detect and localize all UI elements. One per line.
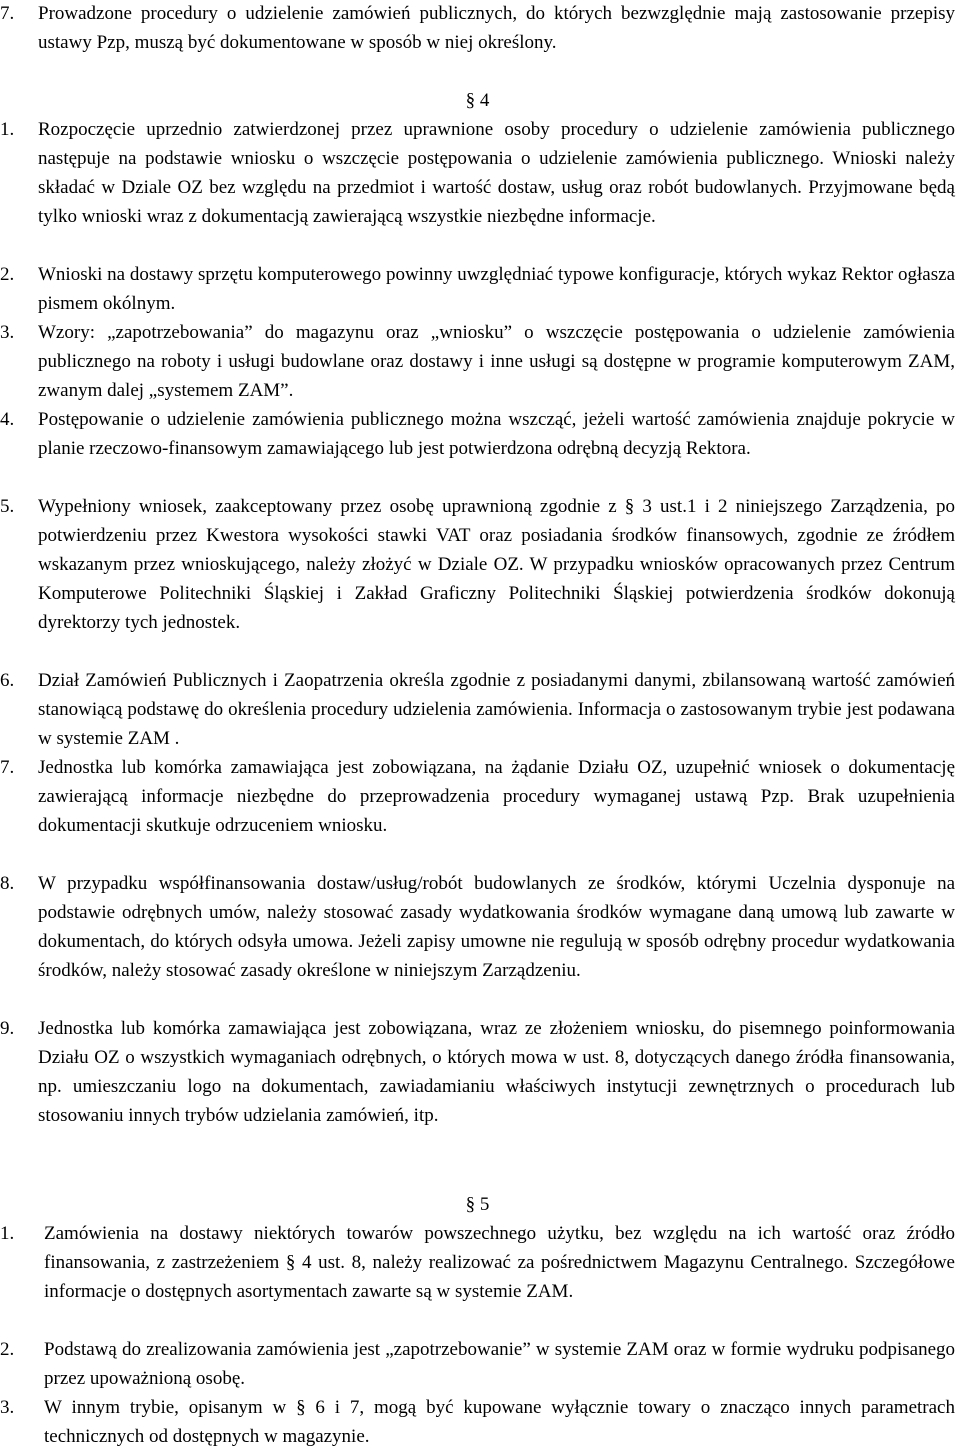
paragraph-text: Jednostka lub komórka zamawiająca jest zobowiązana, wraz ze złożeniem wniosku, do pisemnego poinformowania Działu OZ o wszystkich wymaganiach odrębnych, o których mowa w ust. 8, dotyczących danego źródła finansowania, np. umieszczaniu logo na dokumentach, zawiadamianiu właściwych instytucji zewnętrznych o procedurach lub stosowaniu innych trybów udzielania zamówień, itp. (38, 1018, 955, 1126)
paragraph-text: Jednostka lub komórka zamawiająca jest zobowiązana, na żądanie Działu OZ, uzupełnić wniosek o dokumentację zawierającą informacje niezbędne do przeprowadzenia procedury wymaganej ustawą Pzp. Brak uzupełnienia dokumentacji skutkuje odrzuceniem wniosku. (38, 757, 955, 836)
paragraph-text: Zamówienia na dostawy niektórych towarów powszechnego użytku, bez względu na ich wartość oraz źródło finansowania, z zastrzeżeniem § 4 ust. 8, należy realizować za pośrednictwem Magazynu Centralnego. Szczegółowe informacje o dostępnych asortymentach zawarte są w systemie ZAM. (44, 1223, 955, 1302)
paragraph-7-prev (0, 0, 955, 57)
paragraph-text: Dział Zamówień Publicznych i Zaopatrzenia określa zgodnie z posiadanymi danymi, zbilansowaną wartość zamówień stanowiącą podstawę do określenia procedury udzielenia zamówienia. Informacja o zastosowanym trybie jest podawana w systemie ZAM . (38, 670, 955, 749)
paragraph-text: W innym trybie, opisanym w § 6 i 7, mogą być kupowane wyłącznie towary o znacząco innych parametrach technicznych od dostępnych w magazynie. (44, 1397, 955, 1447)
paragraph-text: W przypadku współfinansowania dostaw/usług/robót budowlanych ze środków, którymi Uczelnia dysponuje na podstawie odrębnych umów, należy stosować zasady wydatkowania środków wymagane daną umową lub zawarte w dokumentach, do których odsyła umowa. Jeżeli zapisy umowne nie regulują w sposób odrębny procedur wydatkowania środków, należy stosować zasady określone w niniejszym Zarządzeniu. (38, 873, 955, 981)
s4-paragraph-6 (0, 666, 955, 753)
s4-paragraph-3 (0, 318, 955, 405)
paragraph-text: Wnioski na dostawy sprzętu komputerowego powinny uwzględniać typowe konfiguracje, których wykaz Rektor ogłasza pismem okólnym. (38, 264, 955, 314)
paragraph-number: 2. (0, 1339, 15, 1360)
paragraph-text: Postępowanie o udzielenie zamówienia publicznego można wszcząć, jeżeli wartość zamówienia znajduje pokrycie w planie rzeczowo-finansowym zamawiającego lub jest potwierdzona odrębną decyzją Rektora. (38, 409, 955, 459)
paragraph-number: 4. (0, 409, 15, 430)
paragraph-number: 2. (0, 264, 15, 285)
section-heading-5: § 5 (465, 1194, 490, 1215)
paragraph-text: Prowadzone procedury o udzielenie zamówień publicznych, do których bezwzględnie mają zastosowanie przepisy ustawy Pzp, muszą być dokumentowane w sposób w niej określony. (38, 3, 955, 53)
paragraph-number: 1. (0, 1223, 15, 1244)
paragraph-number: 9. (0, 1018, 15, 1039)
paragraph-text: Podstawą do zrealizowania zamówienia jest „zapotrzebowanie” w systemie ZAM oraz w formie wydruku podpisanego przez upoważnioną osobę. (44, 1339, 955, 1389)
s4-paragraph-8 (0, 869, 955, 985)
paragraph-number: 5. (0, 496, 15, 517)
s4-paragraph-9 (0, 1014, 955, 1130)
paragraph-number: 3. (0, 322, 15, 343)
s5-paragraph-1 (0, 1219, 955, 1306)
paragraph-number: 7. (0, 3, 15, 24)
paragraph-text: Wzory: „zapotrzebowania” do magazynu oraz „wniosku” o wszczęcie postępowania o udzielenie zamówienia publicznego na roboty i usługi budowlane oraz dostawy i inne usługi są dostępne w programie komputerowym ZAM, zwanym dalej „systemem ZAM”. (38, 322, 955, 401)
s4-paragraph-5 (0, 492, 955, 637)
paragraph-text: Wypełniony wniosek, zaakceptowany przez osobę uprawnioną zgodnie z § 3 ust.1 i 2 niniejszego Zarządzenia, po potwierdzeniu przez Kwestora wysokości stawki VAT oraz posiadania środków finansowych, zgodnie ze źródłem wskazanym przez wnioskującego, należy złożyć w Dziale OZ. W przypadku wniosków opracowanych przez Centrum Komputerowe Politechniki Śląskiej i Zakład Graficzny Politechniki Śląskiej potwierdzenia środków dokonują dyrektorzy tych jednostek. (38, 496, 955, 633)
paragraph-number: 3. (0, 1397, 15, 1418)
s4-paragraph-1 (0, 115, 955, 231)
s4-paragraph-4 (0, 405, 955, 463)
s5-paragraph-2 (0, 1335, 955, 1393)
paragraph-text: Rozpoczęcie uprzednio zatwierdzonej przez uprawnione osoby procedury o udzielenie zamówienia publicznego następuje na podstawie wniosku o wszczęcie postępowania o udzielenie zamówienia publicznego. Wnioski należy składać w Dziale OZ bez względu na przedmiot i wartość dostaw, usług oraz robót budowlanych. Przyjmowane będą tylko wnioski wraz z dokumentacją zawierającą wszystkie niezbędne informacje. (38, 119, 955, 227)
paragraph-number: 8. (0, 873, 15, 894)
s5-paragraph-3 (0, 1393, 955, 1451)
paragraph-number: 6. (0, 670, 15, 691)
section-heading-4: § 4 (465, 90, 490, 111)
s4-paragraph-2 (0, 260, 955, 318)
paragraph-number: 7. (0, 757, 15, 778)
paragraph-number: 1. (0, 119, 15, 140)
s4-paragraph-7 (0, 753, 955, 840)
